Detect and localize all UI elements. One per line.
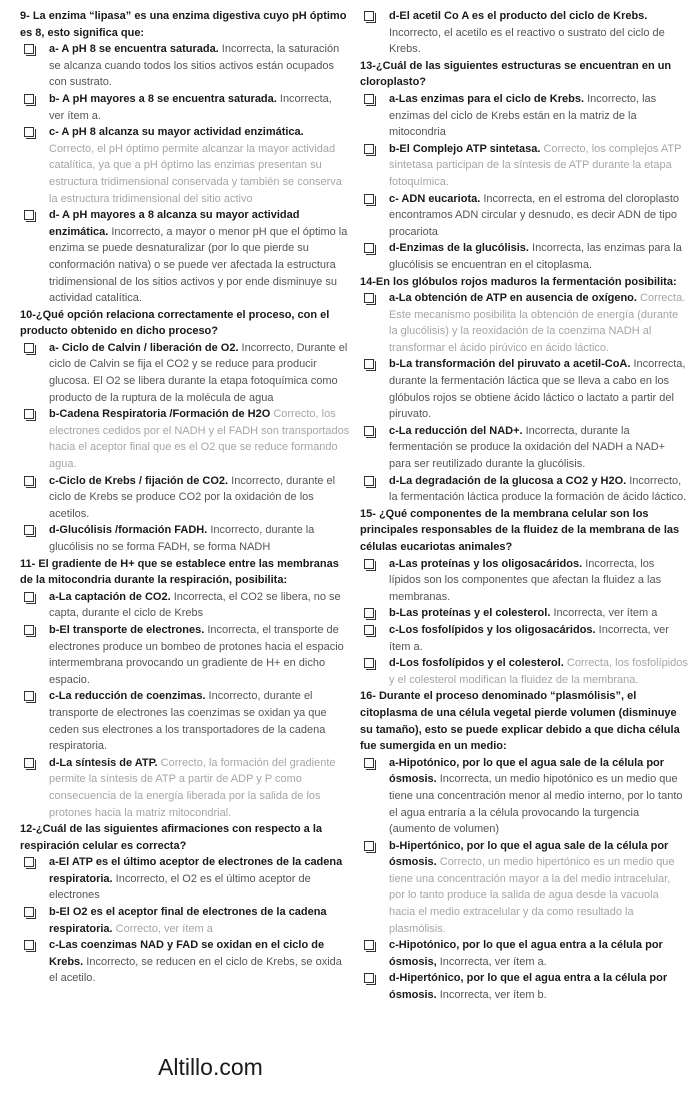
feedback-incorrect: Incorrecta, un medio hipotónico es un medio que tiene una concentración menor al medio interno, por lo tanto el agua entraría a la célula provocando la turgencia (aumento de volumen) (389, 773, 683, 836)
checkbox-icon (24, 691, 34, 701)
checkbox-icon (24, 625, 34, 635)
answer-text (389, 473, 688, 506)
answer-label: a- A pH 8 se encuentra saturada. (49, 43, 219, 56)
feedback-correct: Correcto, el pH óptimo permite alcanzar la mayor actividad catalítica, ya que a pH óptimo las enzimas presentan su estructura tridimensional conservada y también se conserva la estructura tridimensional del sitio activo (49, 142, 342, 205)
answer-text (389, 755, 688, 838)
feedback-incorrect: Incorrecto, Durante el ciclo de Calvin se fija el CO2 y se reduce para producir glucosa. El O2 se libera durante la etapa fotoquímica como producto de la ruptura de la molécula de agua (49, 341, 348, 404)
answer-label: b-La transformación del piruvato a acetil-CoA. (389, 358, 631, 371)
answer-label: b-El Complejo ATP sintetasa. (389, 142, 541, 155)
checkbox-icon (364, 243, 374, 253)
answer-label: d- A pH mayores a 8 alcanza su mayor actividad enzimática. (49, 209, 300, 238)
feedback-incorrect: Incorrecto, el O2 es el último aceptor de electrones (49, 872, 311, 902)
answer-text (389, 356, 688, 422)
feedback-correct: Correcta. Este mecanismo posibilita la obtención de energía (durante la glucólisis) y la reoxidación de la coenzima NADH al transformar el ácido pirúvico en ácido láctico. (389, 292, 686, 354)
answer-option (360, 556, 688, 606)
answer-text (49, 207, 350, 307)
answer-label: b-El O2 es el aceptor final de electrones de la cadena respiratoria. (49, 906, 327, 935)
answer-text (49, 124, 350, 207)
answer-text (389, 423, 688, 473)
answer-text (389, 605, 688, 622)
answer-option (20, 854, 350, 904)
answer-option (360, 191, 688, 241)
checkbox-icon (364, 973, 374, 983)
checkbox-icon (364, 658, 374, 668)
feedback-incorrect: Incorrecta, ver ítem a. (389, 623, 669, 653)
answer-label: c-Los fosfolípidos y los oligosacáridos. (389, 623, 596, 636)
checkbox-icon (24, 94, 34, 104)
question-heading: 16- Durante el proceso denominado “plasmólisis”, el citoplasma de una célula vegetal pierde volumen (disminuye su tamaño), esto se puede explicar debido a que dicha célula fue sumergida en un medio: (360, 690, 680, 753)
answer-label: a-Las proteínas y los oligosacáridos. (389, 557, 583, 570)
answer-option (20, 589, 350, 622)
answer-text (389, 91, 688, 141)
checkbox-icon (364, 11, 374, 21)
checkbox-icon (24, 409, 34, 419)
answer-text (389, 290, 688, 356)
feedback-incorrect: Incorrecto, la fermentación láctica produce la formación de ácido láctico. (389, 474, 687, 504)
answer-option (20, 41, 350, 91)
answer-option (20, 688, 350, 754)
answer-text (389, 655, 688, 688)
answer-label: c-Ciclo de Krebs / fijación de CO2. (49, 474, 229, 487)
checkbox-icon (364, 625, 374, 635)
feedback-incorrect: Incorrecta, durante la fermentación láctica que se lleva a cabo en los glóbulos rojos se obtiene ácido láctico o lactato a partir del piruvato. (389, 358, 686, 421)
answer-label: a-La obtención de ATP en ausencia de oxígeno. (389, 292, 637, 305)
answer-option (360, 91, 688, 141)
answer-label: d-Enzimas de la glucólisis. (389, 242, 529, 255)
checkbox-icon (364, 293, 374, 303)
checkbox-icon (364, 559, 374, 569)
feedback-incorrect: Incorrecta, los lípidos son los componentes que afectan la fluidez a las membranas. (389, 557, 662, 603)
answer-label: c- A pH 8 alcanza su mayor actividad enzimática. (49, 126, 304, 139)
answer-text (389, 838, 688, 938)
question-heading: 15- ¿Qué componentes de la membrana celular son los principales responsables de la fluidez de la membrana de las células eucariotas animales? (360, 507, 680, 553)
question-heading: 13-¿Cuál de las siguientes estructuras se encuentran en un cloroplasto? (360, 59, 672, 89)
answer-text (49, 91, 350, 124)
answer-option (20, 91, 350, 124)
checkbox-icon (24, 758, 34, 768)
answer-option (360, 755, 688, 838)
checkbox-icon (364, 608, 374, 618)
feedback-incorrect: Incorrecto, las enzimas del ciclo de Krebs están en la matriz de la mitocondria (389, 92, 657, 139)
feedback-incorrect: Incorrecto, durante la glucólisis no se forma FADH, se forma NADH (49, 524, 315, 553)
question-heading: 12-¿Cuál de las siguientes afirmaciones con respecto a la respiración celular es correcta? (20, 823, 323, 852)
answer-option (360, 605, 688, 622)
answer-option (360, 838, 688, 938)
feedback-incorrect: Incorrecto, se reducen en el ciclo de Krebs, se oxida el acetilo. (49, 955, 342, 985)
question-heading: 11- El gradiente de H+ que se establece entre las membranas de la mitocondria durante la respiración, posibilita: (20, 557, 339, 587)
answer-label: c-La reducción de coenzimas. (49, 690, 206, 703)
checkbox-icon (364, 758, 374, 768)
answer-option (360, 141, 688, 191)
answer-text (49, 904, 350, 937)
checkbox-icon (24, 210, 34, 220)
answer-option (360, 240, 688, 273)
right-column (360, 8, 688, 1097)
checkbox-icon (364, 144, 374, 154)
answer-label: b-Hipertónico, por lo que el agua sale de la célula por ósmosis. (389, 839, 669, 869)
answer-option (20, 522, 350, 555)
feedback-incorrect: Incorrecta, ver ítem a. (436, 955, 547, 968)
answer-label: c-Las coenzimas NAD y FAD se oxidan en el ciclo de Krebs. (49, 939, 325, 968)
answer-text (49, 589, 350, 622)
feedback-incorrect: Incorrecto, a mayor o menor pH que el óptimo la enzima se puede desnaturalizar (por lo que pierde su conformación nativa) o se puede ver afectada la estructura tridimensional de los sitios activos y por ende disminuye su actividad catalítica. (49, 225, 348, 305)
feedback-incorrect: Incorrecto, el acetilo es el reactivo o sustrato del ciclo de Krebs. (389, 26, 665, 56)
feedback-incorrect: Incorrecta, el transporte de electrones produce un bombeo de protones hacia el espacio intermembrana provocando un gradiente de H+ en dicho espacio. (49, 623, 344, 686)
answer-text (389, 8, 688, 58)
answer-label: c-Hipotónico, por lo que el agua entra a la célula por ósmosis, (389, 939, 663, 968)
feedback-incorrect: Incorrecto, durante el transporte de electrones las coenzimas se oxidan ya que ceden sus electrones a los transportadores de la cadena respiratoria. (49, 690, 327, 753)
feedback-incorrect: Incorrecta, las enzimas para la glucólisis se encuentran en el citoplasma. (389, 242, 682, 271)
feedback-correct: Correcto, un medio hipertónico es un medio que tiene una concentración mayor a la del medio intracelular, por lo tanto produce la salida de agua desde la vacuola hacia el medio extracelular y da como resultado la plasmólisis. (389, 856, 675, 935)
answer-option (360, 937, 688, 970)
answer-option (20, 124, 350, 207)
answer-label: a-Las enzimas para el ciclo de Krebs. (389, 92, 585, 105)
answer-option (360, 970, 688, 1003)
answer-option (360, 473, 688, 506)
answer-label: c-La reducción del NAD+. (389, 424, 523, 437)
answer-text (49, 622, 350, 688)
feedback-correct: Correcto, los electrones cedidos por el NADH y el FADH son transportados hacia el aceptor final que es el O2 que se reduce formando agua. (49, 408, 350, 471)
checkbox-icon (364, 359, 374, 369)
site-watermark: Altillo.com (158, 1054, 263, 1080)
answer-text (49, 522, 350, 555)
answer-text (49, 688, 350, 754)
question-heading: 14-En los glóbulos rojos maduros la fermentación posibilita: (360, 275, 677, 288)
feedback-correct: Correcto, los complejos ATP sintetasa participan de la síntesis de ATP durante la etapa fotoquímica. (389, 142, 682, 188)
answer-option (20, 340, 350, 406)
feedback-incorrect: Incorrecta, en el estroma del cloroplasto encontramos ADN circular y desnudo, es decir ADN de tipo procariota (389, 192, 680, 238)
feedback-incorrect: Incorrecta, el CO2 se libera, no se capta, durante el ciclo de Krebs (49, 590, 341, 620)
checkbox-icon (364, 476, 374, 486)
answer-text (49, 473, 350, 523)
answer-label: d-El acetil Co A es el producto del ciclo de Krebs. (389, 10, 648, 22)
answer-label: b-Cadena Respiratoria /Formación de H2O (49, 408, 271, 421)
checkbox-icon (364, 940, 374, 950)
answer-label: d-La síntesis de ATP. (49, 756, 158, 769)
answer-option (360, 8, 688, 58)
answer-label: d-Los fosfolípidos y el colesterol. (389, 657, 564, 670)
question-heading: 10-¿Qué opción relaciona correctamente el proceso, con el producto obtenido en dicho proceso? (20, 308, 330, 338)
answer-label: a-El ATP es el último aceptor de electrones de la cadena respiratoria. (49, 856, 343, 885)
question-heading: 9- La enzima “lipasa” es una enzima digestiva cuyo pH óptimo es 8, esto significa que: (20, 10, 347, 39)
answer-label: d-La degradación de la glucosa a CO2 y H2O. (389, 474, 627, 487)
answer-text (49, 41, 350, 91)
answer-label: d-Hipertónico, por lo que el agua entra a la célula por ósmosis. (389, 972, 668, 1002)
answer-option (360, 622, 688, 655)
feedback-correct: Correcta, los fosfolípidos y el colesterol modifican la fluidez de la membrana. (389, 657, 688, 686)
answer-label: a-La captación de CO2. (49, 590, 171, 603)
answer-label: a- Ciclo de Calvin / liberación de O2. (49, 341, 239, 354)
answer-text (389, 141, 688, 191)
answer-text (49, 854, 350, 904)
feedback-incorrect: Incorrecta, ver ítem b. (436, 989, 547, 1002)
answer-option (20, 207, 350, 307)
answer-label: b-El transporte de electrones. (49, 623, 205, 636)
checkbox-icon (364, 194, 374, 204)
answer-option (360, 655, 688, 688)
answer-option (360, 290, 688, 356)
answer-option (20, 755, 350, 821)
answer-text (389, 970, 688, 1003)
answer-text (389, 937, 688, 970)
feedback-correct: Correcto, la formación del gradiente permite la síntesis de ATP a partir de ADP y P como consecuencia de la energía liberada por la salida de los protones hacia la matriz mitocondrial. (49, 756, 336, 819)
feedback-incorrect: Incorrecta, la saturación se alcanza cuando todos los sitios activos están ocupados con sustrato. (49, 43, 340, 89)
checkbox-icon (24, 476, 34, 486)
answer-option (360, 356, 688, 422)
answer-option (20, 622, 350, 688)
answer-text (389, 191, 688, 241)
checkbox-icon (24, 343, 34, 353)
answer-label: b- A pH mayores a 8 se encuentra saturada. (49, 92, 277, 105)
answer-option (20, 937, 350, 987)
checkbox-icon (364, 426, 374, 436)
answer-label: b-Las proteínas y el colesterol. (389, 607, 551, 620)
checkbox-icon (24, 857, 34, 867)
answer-option (20, 904, 350, 937)
checkbox-icon (24, 44, 34, 54)
answer-text (389, 622, 688, 655)
answer-text (389, 240, 688, 273)
feedback-correct: Correcto, ver ítem a (112, 922, 213, 935)
answer-option (20, 406, 350, 472)
left-column (20, 8, 350, 1097)
feedback-incorrect: Incorrecta, durante la fermentación se produce la oxidación del NADH a NAD+ para ser reutilizado durante la glucólisis. (389, 424, 666, 471)
answer-text (389, 556, 688, 606)
feedback-incorrect: Incorrecta, ver ítem a. (49, 92, 332, 122)
answer-text (49, 406, 350, 472)
answer-option (20, 473, 350, 523)
answer-option (360, 423, 688, 473)
feedback-incorrect: Incorrecto, durante el ciclo de Krebs se produce CO2 por la oxidación de los acetilos. (49, 474, 336, 520)
answer-text (49, 755, 350, 821)
answer-label: a-Hipotónico, por lo que el agua sale de la célula por ósmosis. (389, 756, 665, 786)
answer-label: c- ADN eucariota. (389, 192, 481, 205)
checkbox-icon (24, 525, 34, 535)
answer-text (49, 937, 350, 987)
checkbox-icon (24, 127, 34, 137)
answer-label: d-Glucólisis /formación FADH. (49, 524, 208, 537)
checkbox-icon (24, 907, 34, 917)
feedback-incorrect: Incorrecta, ver ítem a (550, 607, 658, 620)
checkbox-icon (364, 94, 374, 104)
checkbox-icon (24, 940, 34, 950)
answer-text (49, 340, 350, 406)
checkbox-icon (24, 592, 34, 602)
checkbox-icon (364, 841, 374, 851)
